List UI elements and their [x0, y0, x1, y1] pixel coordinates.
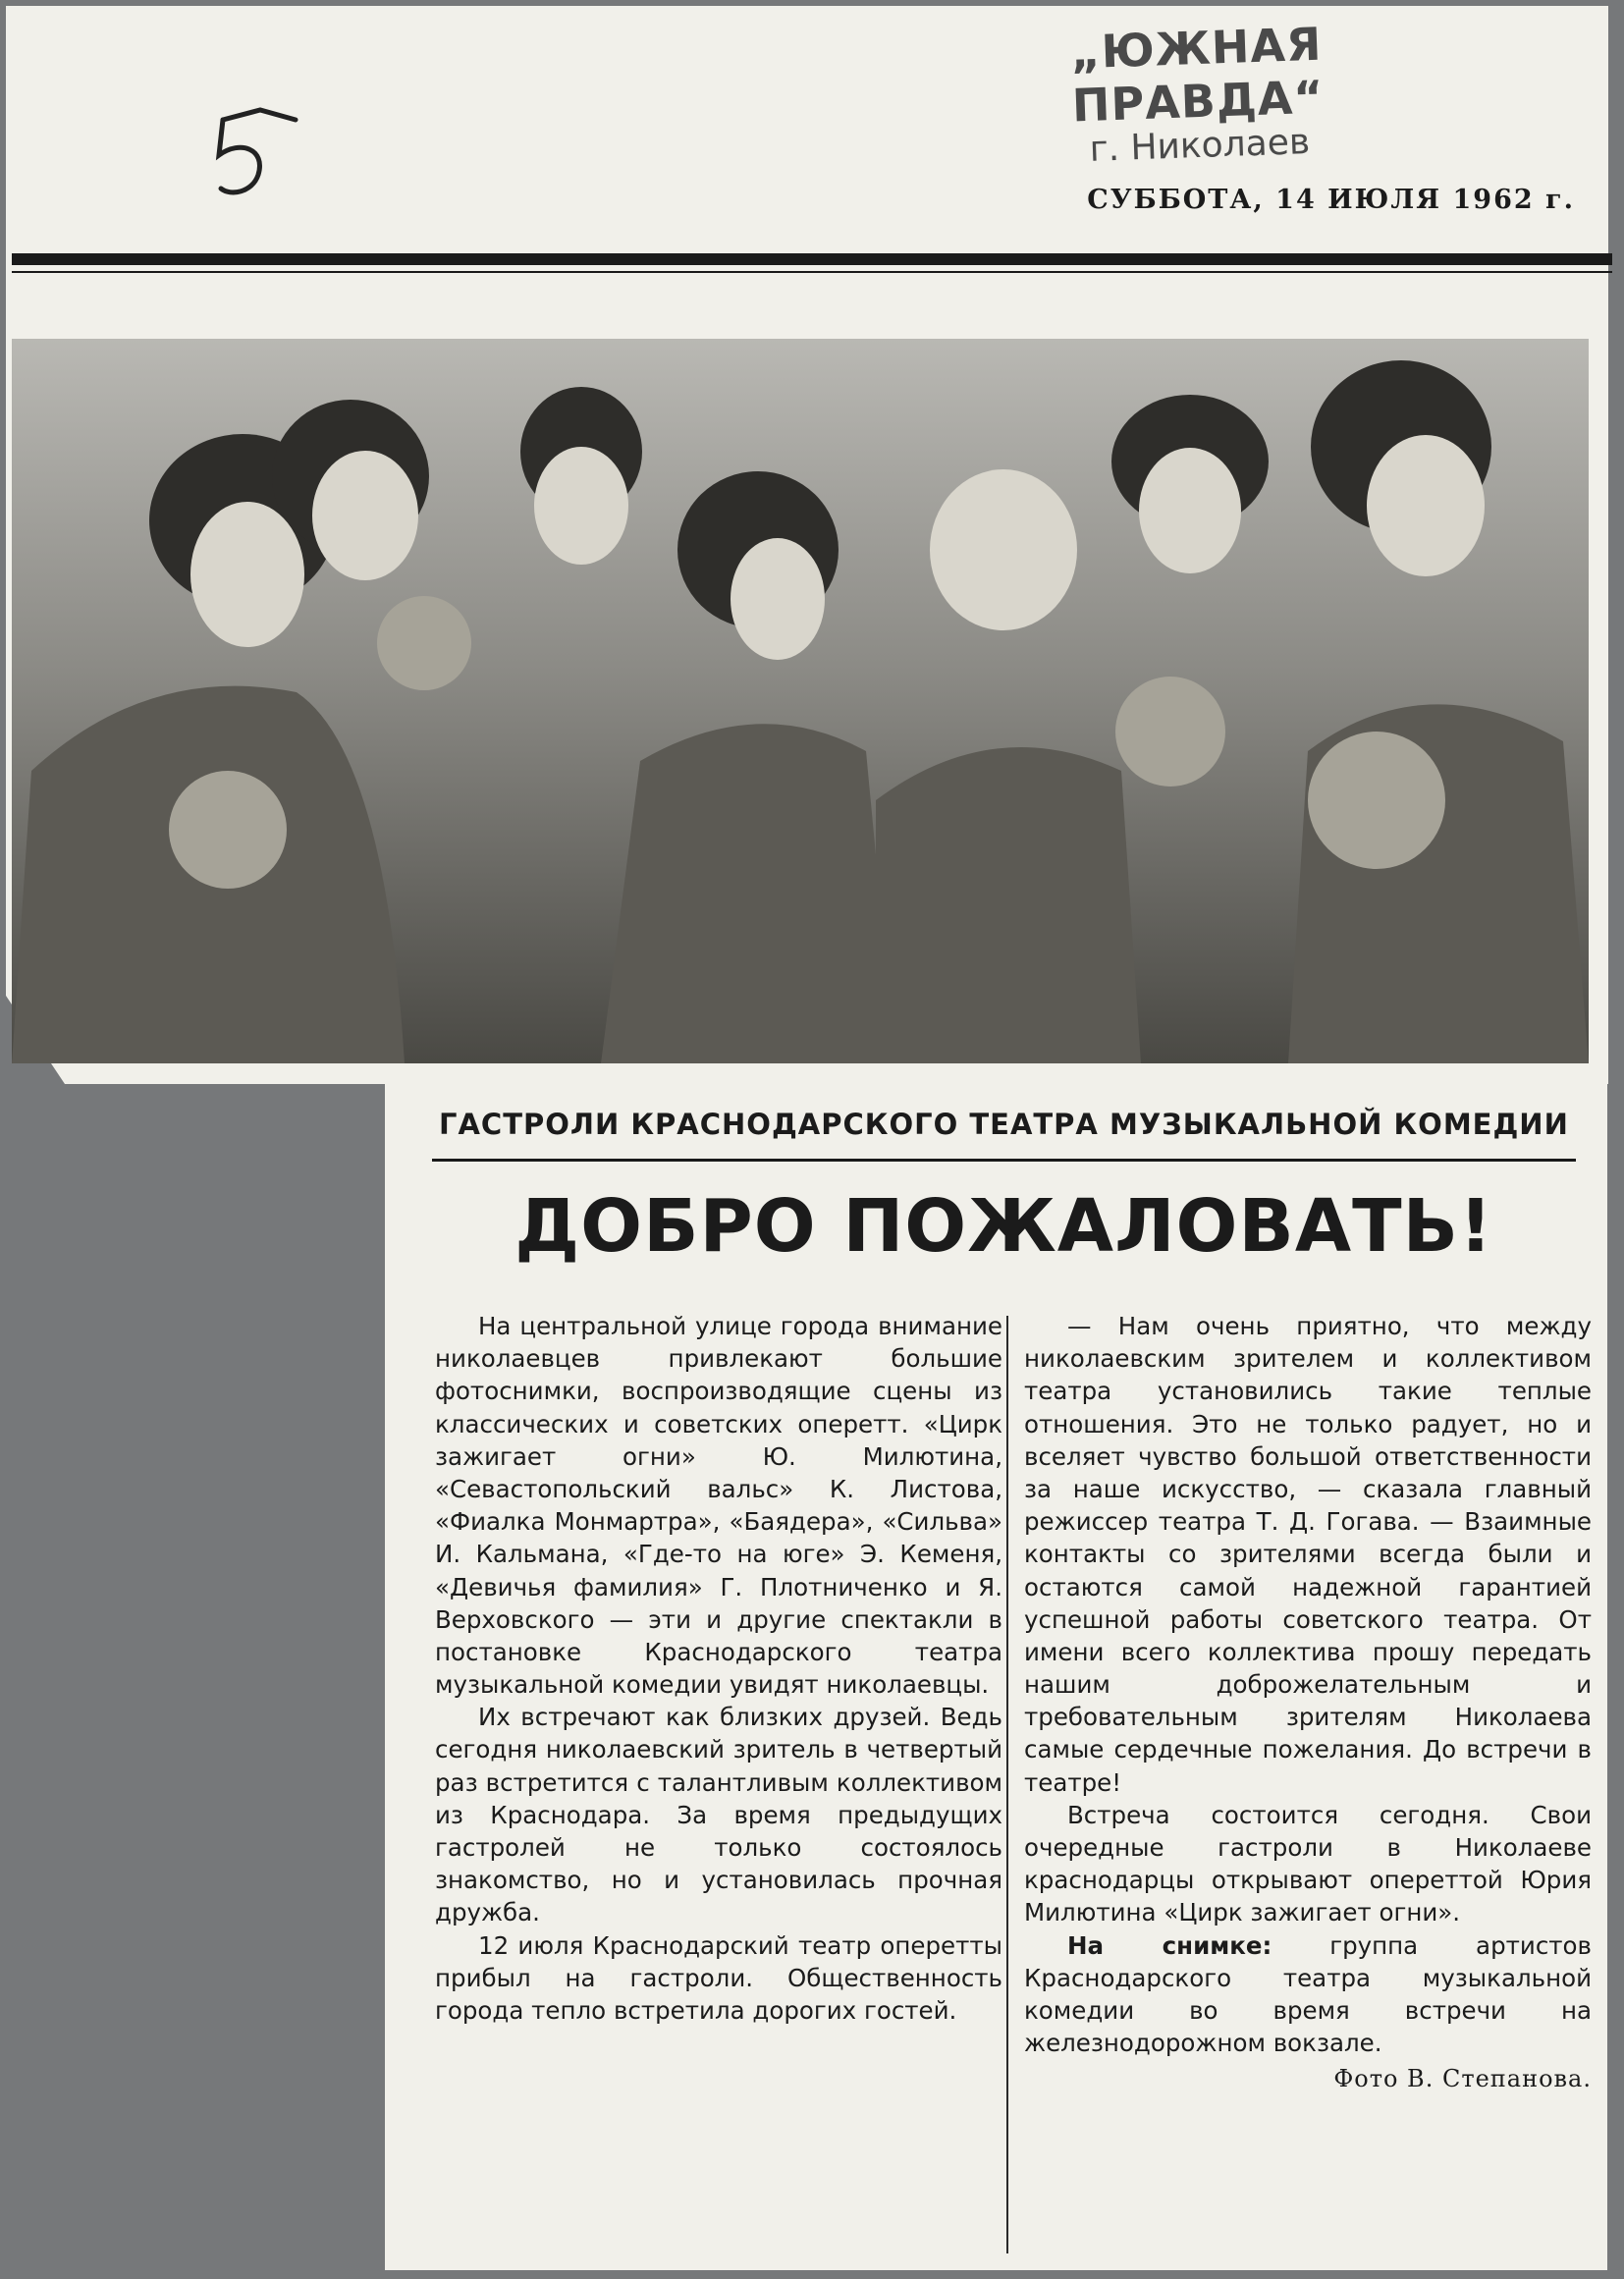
article-rubric: ГАСТРОЛИ КРАСНОДАРСКОГО ТЕАТРА МУЗЫКАЛЬНОЙ КОМЕДИИ: [439, 1108, 1569, 1141]
article-column-right: [1024, 1310, 1592, 2095]
stamp-city: г. Николаев: [1088, 122, 1311, 170]
article-paragraph: На центральной улице города внимание николаевцев привлекают большие фотоснимки, воспроизводящие сцены из классических и советских оперетт. «Цирк зажигает огни» Ю. Милютина, «Севастопольский вальс» К. Листова, «Фиалка Монмартра», «Баядера», «Сильва» И. Кальмана, «Где-то на юге» Э. Кеменя, «Девичья фамилия» Г. Плотниченко и Я. Верховского — эти и другие спектакли в постановке Краснодарского театра музыкальной комедии увидят николаевцы.: [435, 1312, 1002, 1700]
article-paragraph: Встреча состоится сегодня. Свои очередные гастроли в Николаеве краснодарцы открывают опереттой Юрия Милютина «Цирк зажигает огни».: [1024, 1800, 1592, 1927]
article-paragraph: Их встречают как близких друзей. Ведь сегодня николаевский зритель в четвертый раз встретится с талантливым коллективом из Краснодара. За время предыдущих гастролей не только состоялось знакомство, но и установилась прочная дружба.: [435, 1703, 1002, 1927]
column-divider: [1006, 1316, 1008, 2253]
news-photo: [12, 339, 1589, 1063]
article-headline: ДОБРО ПОЖАЛОВАТЬ!: [514, 1184, 1493, 1269]
newspaper-stamp: [990, 15, 1407, 174]
article-paragraph: — Нам очень приятно, что между николаевским зрителем и коллективом театра установились такие теплые отношения. Это не только радует, но и вселяет чувство большой ответственности за наше искусство, — сказала главный режиссер театра Т. Д. Гогава. — Взаимные контакты со зрителями всегда были и остаются самой надежной гарантией успешной работы советского театра. От имени всего коллектива прошу передать нашим доброжелательным и требовательным зрителям Николаева самые сердечные пожелания. До встречи в театре!: [1024, 1312, 1592, 1797]
handwritten-mark: [201, 98, 309, 210]
caption-label: На снимке:: [1067, 1930, 1272, 1960]
issue-date: СУББОТА, 14 ИЮЛЯ 1962 г.: [1087, 185, 1575, 215]
caption-text: группа артистов Краснодарского театра музыкальной комедии во время встречи на железнодорожном вокзале.: [1024, 1930, 1592, 2058]
article-paragraph: 12 июля Краснодарский театр оперетты прибыл на гастроли. Общественность города тепло встретила дорогих гостей.: [435, 1930, 1002, 2025]
rubric-rule: [432, 1159, 1576, 1162]
stamp-newspaper-name: „ЮЖНАЯ ПРАВДА“: [1069, 17, 1326, 133]
masthead-rule: [12, 253, 1612, 265]
masthead-rule-thin: [12, 271, 1612, 273]
article-column-left: [435, 1310, 1002, 2027]
photo-credit: Фото В. Степанова.: [1333, 2065, 1592, 2093]
photo-caption: [1024, 1929, 1592, 2060]
